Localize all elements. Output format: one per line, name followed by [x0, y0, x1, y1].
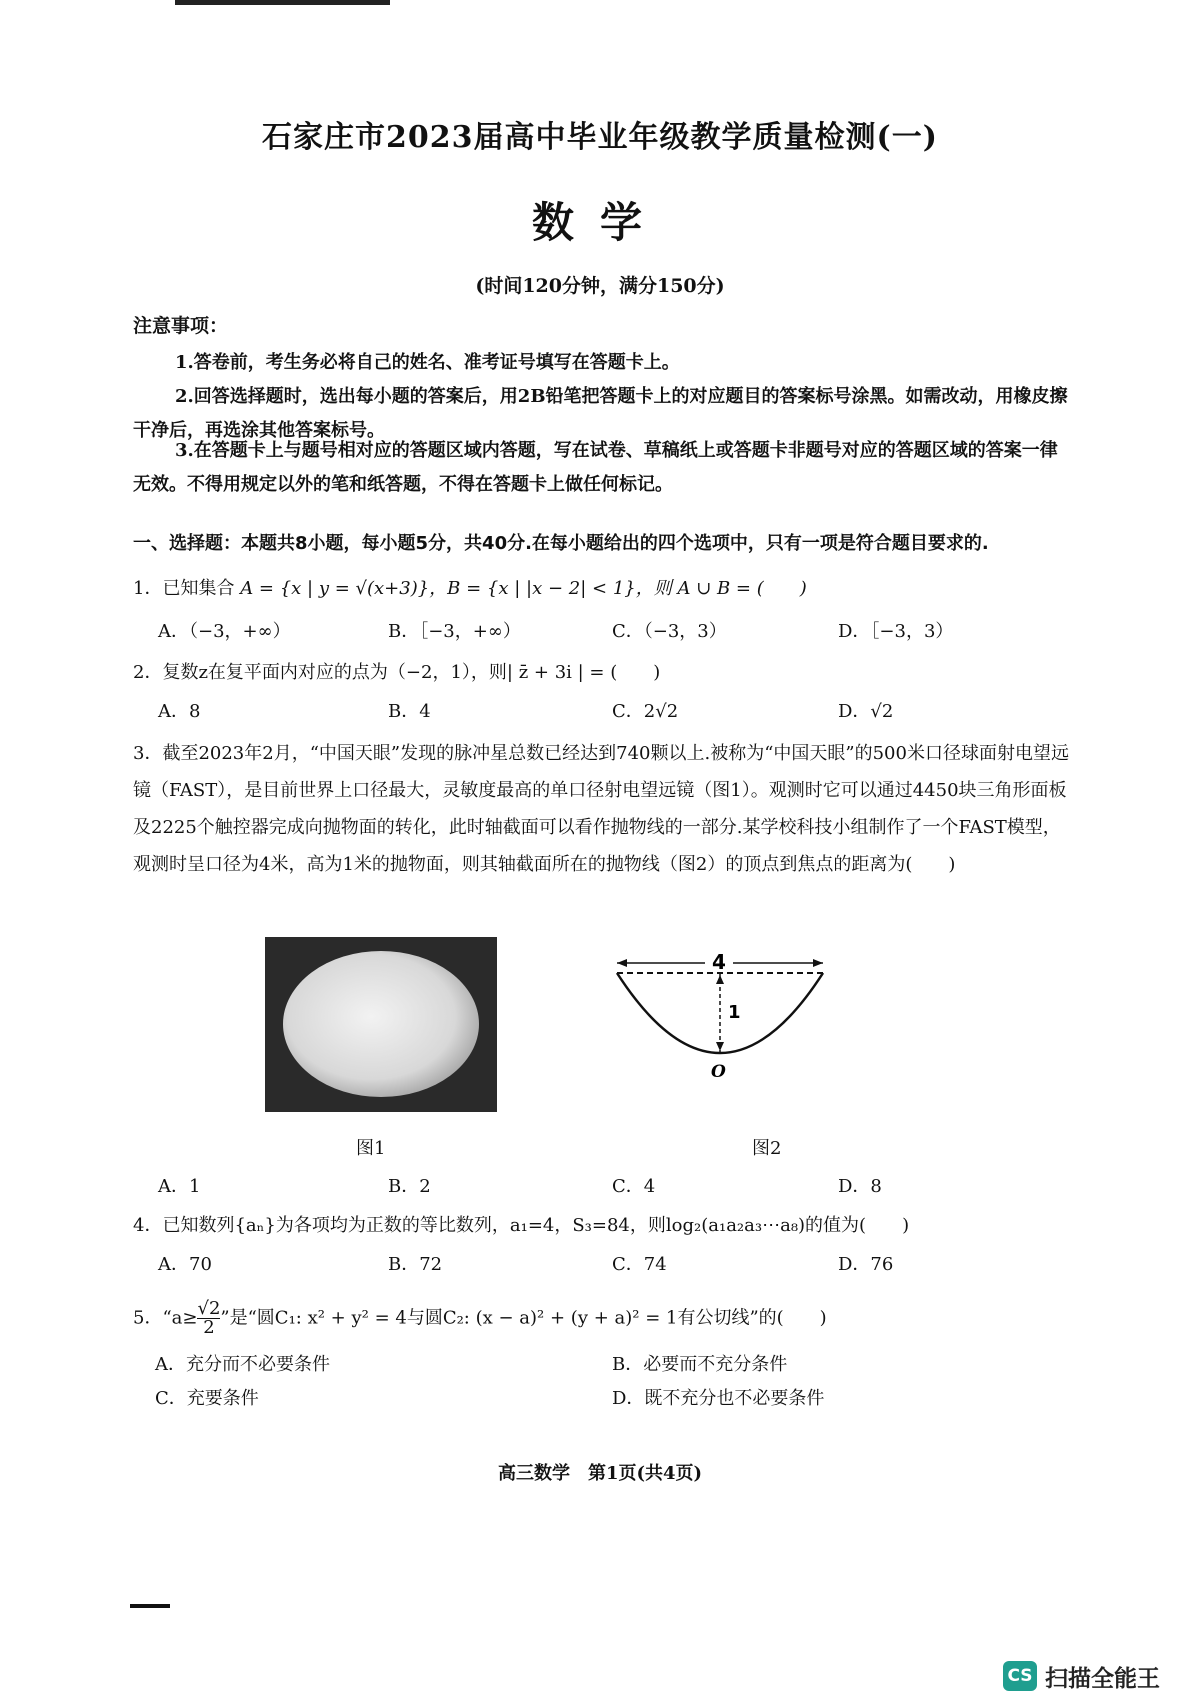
question-1-math: A = {x | y = √(x+3)}，B = {x | |x − 2| < 1}，则 A ∪ B = ( ): [240, 578, 807, 599]
question-1: [133, 572, 1073, 606]
time-info: (时间120分钟，满分150分): [475, 275, 725, 297]
arrowhead-left: [617, 959, 627, 967]
question-5-option-a[interactable]: A．充分而不必要条件: [155, 1354, 330, 1375]
camscanner-watermark: [1003, 1659, 1160, 1693]
parabola-diagram: [605, 953, 835, 1088]
question-2-option-a[interactable]: A．8: [158, 701, 201, 722]
question-3-option-d[interactable]: D．8: [838, 1176, 882, 1197]
question-1-option-b[interactable]: B．［−3，+∞）: [388, 621, 521, 642]
height-label: 1: [728, 1002, 741, 1023]
question-5-fraction: [197, 1300, 220, 1337]
question-5-option-d[interactable]: D．既不充分也不必要条件: [612, 1388, 825, 1409]
axis-arrowhead-top: [716, 975, 724, 984]
notes-title: 注意事项：: [133, 315, 229, 337]
question-5-option-b[interactable]: B．必要而不充分条件: [612, 1354, 788, 1375]
question-2-option-d[interactable]: D．√2: [838, 701, 894, 722]
question-3-option-c[interactable]: C．4: [612, 1176, 656, 1197]
question-1-option-c[interactable]: C．（−3，3）: [612, 621, 727, 642]
arrowhead-right: [813, 959, 823, 967]
note-item: 2.回答选择题时，选出每小题的答案后，用2B铅笔把答题卡上的对应题目的答案标号涂黑。如需改动，用橡皮擦干净后，再选涂其他答案标号。: [133, 386, 1068, 441]
scan-edge-mark: [175, 0, 390, 5]
watermark-label: 扫描全能王: [1045, 1665, 1160, 1692]
fast-telescope-photo: [265, 937, 497, 1112]
page-footer: 高三数学 第1页(共4页): [497, 1463, 703, 1484]
question-4-option-c[interactable]: C．74: [612, 1254, 667, 1275]
question-2-option-c[interactable]: C．2√2: [612, 701, 679, 722]
width-label: 4: [712, 953, 726, 974]
scan-edge-mark: [130, 1604, 170, 1608]
fraction-numerator: √2: [197, 1298, 221, 1319]
vertex-label: O: [711, 1062, 726, 1082]
note-item: 3.在答题卡上与题号相对应的答题区域内答题，写在试卷、草稿纸上或答题卡非题号对应的答题区域的答案一律无效。不得用规定以外的笔和纸答题，不得在答题卡上做任何标记。: [133, 440, 1058, 495]
question-3-option-a[interactable]: A．1: [158, 1176, 201, 1197]
exam-title: 石家庄市2023届高中毕业年级教学质量检测(一): [262, 120, 938, 155]
figure-2-caption: 图2: [752, 1138, 782, 1159]
question-1-prefix: 1．已知集合: [133, 578, 241, 599]
camscanner-logo-icon: CS: [1003, 1661, 1037, 1691]
question-1-option-d[interactable]: D．［−3，3）: [838, 621, 954, 642]
question-4: 4．已知数列{aₙ}为各项均为正数的等比数列，a₁=4，S₃=84，则log₂(a₁a₂a₃⋯a₈)的值为( ): [133, 1215, 910, 1236]
question-5: [133, 1300, 1073, 1337]
question-4-option-b[interactable]: B．72: [388, 1254, 443, 1275]
parabola-curve: [617, 973, 823, 1053]
question-3-option-b[interactable]: B．2: [388, 1176, 431, 1197]
question-5-post: ”是“圆C₁: x² + y² = 4与圆C₂: (x − a)² + (y + a)² = 1有公切线”的( ): [220, 1307, 827, 1329]
note-item: 1.答卷前，考生务必将自己的姓名、准考证号填写在答题卡上。: [175, 352, 680, 373]
question-5-pre: 5．“a≥: [133, 1307, 198, 1329]
question-4-option-d[interactable]: D．76: [838, 1254, 894, 1275]
question-3: 3．截至2023年2月，“中国天眼”发现的脉冲星总数已经达到740颗以上.被称为“中国天眼”的500米口径球面射电望远镜（FAST），是目前世界上口径最大，灵敏度最高的单口径射电望远镜（图1）。观测时它可以通过4450块三角形面板及2225个触控器完成向抛物面的转化，此时轴截面可以看作抛物线的一部分.某学校科技小组制作了一个FAST模型，观测时呈口径为4米，高为1米的抛物面，则其轴截面所在的抛物线（图2）的顶点到焦点的距离为( ): [133, 743, 1069, 875]
question-5-option-c[interactable]: C．充要条件: [155, 1388, 259, 1409]
question-1-option-a[interactable]: A．（−3，+∞）: [158, 621, 291, 642]
subject-title: 数学: [531, 198, 668, 247]
telescope-dish: [283, 951, 479, 1097]
fraction-denominator: 2: [203, 1317, 215, 1338]
question-4-option-a[interactable]: A．70: [158, 1254, 212, 1275]
question-2: 2．复数z在复平面内对应的点为（−2，1），则| z̄ + 3i | = ( ): [133, 662, 661, 683]
figure-1-caption: 图1: [356, 1138, 386, 1159]
section-title: 一、选择题：本题共8小题，每小题5分，共40分.在每小题给出的四个选项中，只有一项是符合题目要求的.: [133, 533, 989, 554]
question-2-option-b[interactable]: B．4: [388, 701, 431, 722]
axis-arrowhead-bottom: [716, 1042, 724, 1051]
